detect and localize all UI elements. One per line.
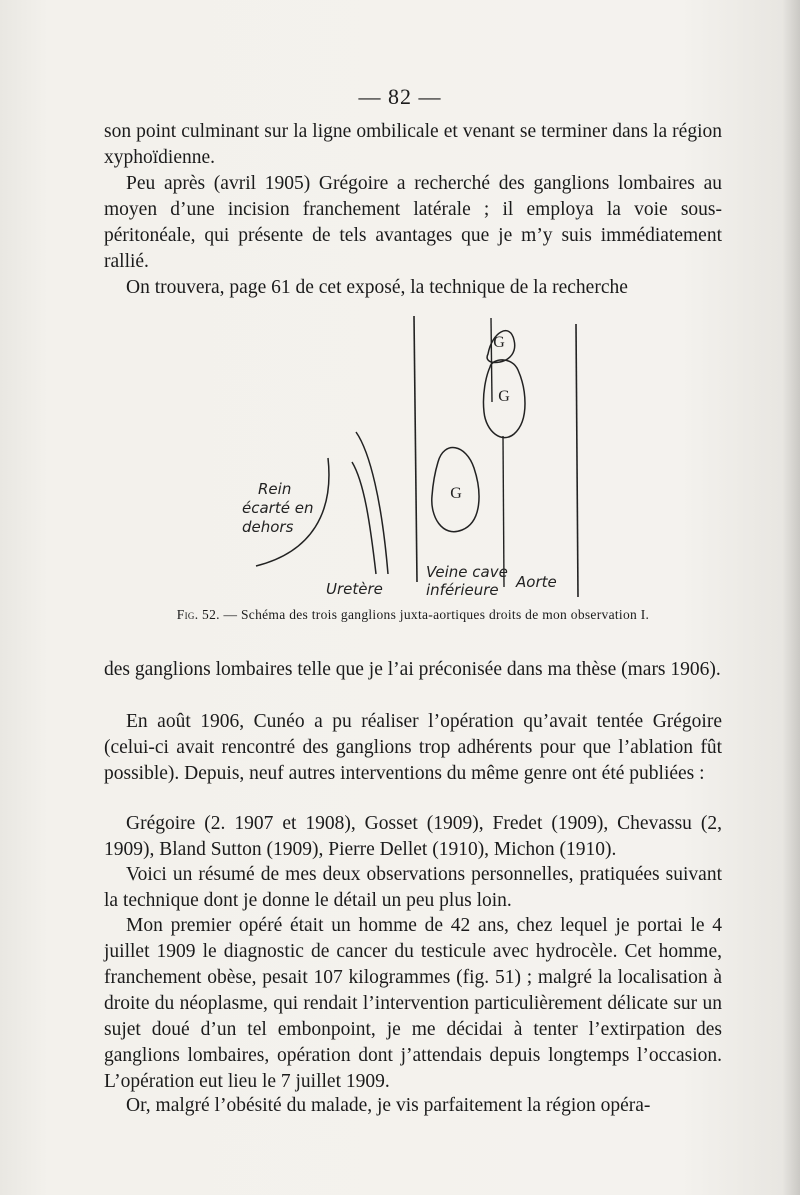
label-uretere: Uretère — [326, 580, 383, 598]
page-number: — 82 — — [358, 84, 442, 109]
ureter-line-inner — [352, 462, 376, 574]
paragraph-top-3: On trouvera, page 61 de cet exposé, la technique de la recherche — [126, 277, 628, 298]
paragraph-bottom-2: En août 1906, Cunéo a pu réaliser l’opération qu’avait tentée Grégoire (celui-ci avait rencontré des ganglions trop adhérents pour que l’ablation fût possible). Depuis, neuf autres interventions du même genre ont été publiées : — [104, 711, 722, 784]
ganglion-top-label: G — [493, 334, 505, 351]
figure-caption — [104, 607, 722, 623]
ureter-line-outer — [356, 432, 388, 574]
label-rein-2: écarté en — [242, 499, 314, 517]
vena-cava-line-left — [414, 316, 417, 582]
ganglion-left-label: G — [450, 485, 462, 502]
paragraph-bottom-4: Voici un résumé de mes deux observations personnelles, pratiquées suivant la technique dont je donne le détail un peu plus loin. — [104, 864, 722, 911]
paragraph-top-2: Peu après (avril 1905) Grégoire a recherché des ganglions lombaires au moyen d’une incision franchement latérale ; il employa la voie sous-péritonéale, qui présente de tels avantages que je m’y suis immédiatement rallié. — [104, 173, 722, 272]
paragraph-bottom-1: des ganglions lombaires telle que je l’ai préconisée dans ma thèse (mars 1906). — [104, 659, 721, 680]
label-rein-1: Rein — [258, 480, 292, 498]
ganglion-diagram — [230, 312, 610, 608]
caption-text: — Schéma des trois ganglions juxta-aortiques droits de mon observation I. — [219, 607, 650, 622]
anatomical-figure — [230, 312, 610, 608]
caption-prefix: Fig. 52. — [176, 607, 220, 622]
ganglion-middle-label: G — [498, 388, 510, 405]
label-rein-3: dehors — [242, 518, 294, 536]
vena-cava-line-right — [491, 318, 492, 402]
paragraph-bottom-5: Mon premier opéré était un homme de 42 ans, chez lequel je portai le 4 juillet 1909 le diagnostic de cancer du testicule avec hydrocèle. Cet homme, franchement obèse, pesait 107 kilogrammes (fig. 51) ; malgré la localisation à droite du néoplasme, qui rendait l’intervention particulièrement délicate sur un sujet doué d’un tel embonpoint, je me décidai à tenter l’extirpation des ganglions lombaires, opération dont j’attendais depuis longtemps l’occasion. L’opération eut lieu le 7 juillet 1909. — [104, 915, 722, 1092]
label-veine-1: Veine cave — [426, 563, 508, 581]
aorta-line — [576, 324, 578, 597]
label-aorte: Aorte — [516, 573, 557, 591]
paragraph-top-1: son point culminant sur la ligne ombilicale et venant se terminer dans la région xyphoïdienne. — [104, 121, 722, 168]
paragraph-bottom-3: Grégoire (2. 1907 et 1908), Gosset (1909), Fredet (1909), Chevassu (2, 1909), Bland Sutton (1909), Pierre Dellet (1910), Michon (1910). — [104, 813, 722, 860]
paragraph-bottom-6: Or, malgré l’obésité du malade, je vis parfaitement la région opéra- — [126, 1095, 651, 1116]
page-edge-shadow — [782, 0, 800, 1195]
label-veine-2: inférieure — [426, 581, 499, 599]
